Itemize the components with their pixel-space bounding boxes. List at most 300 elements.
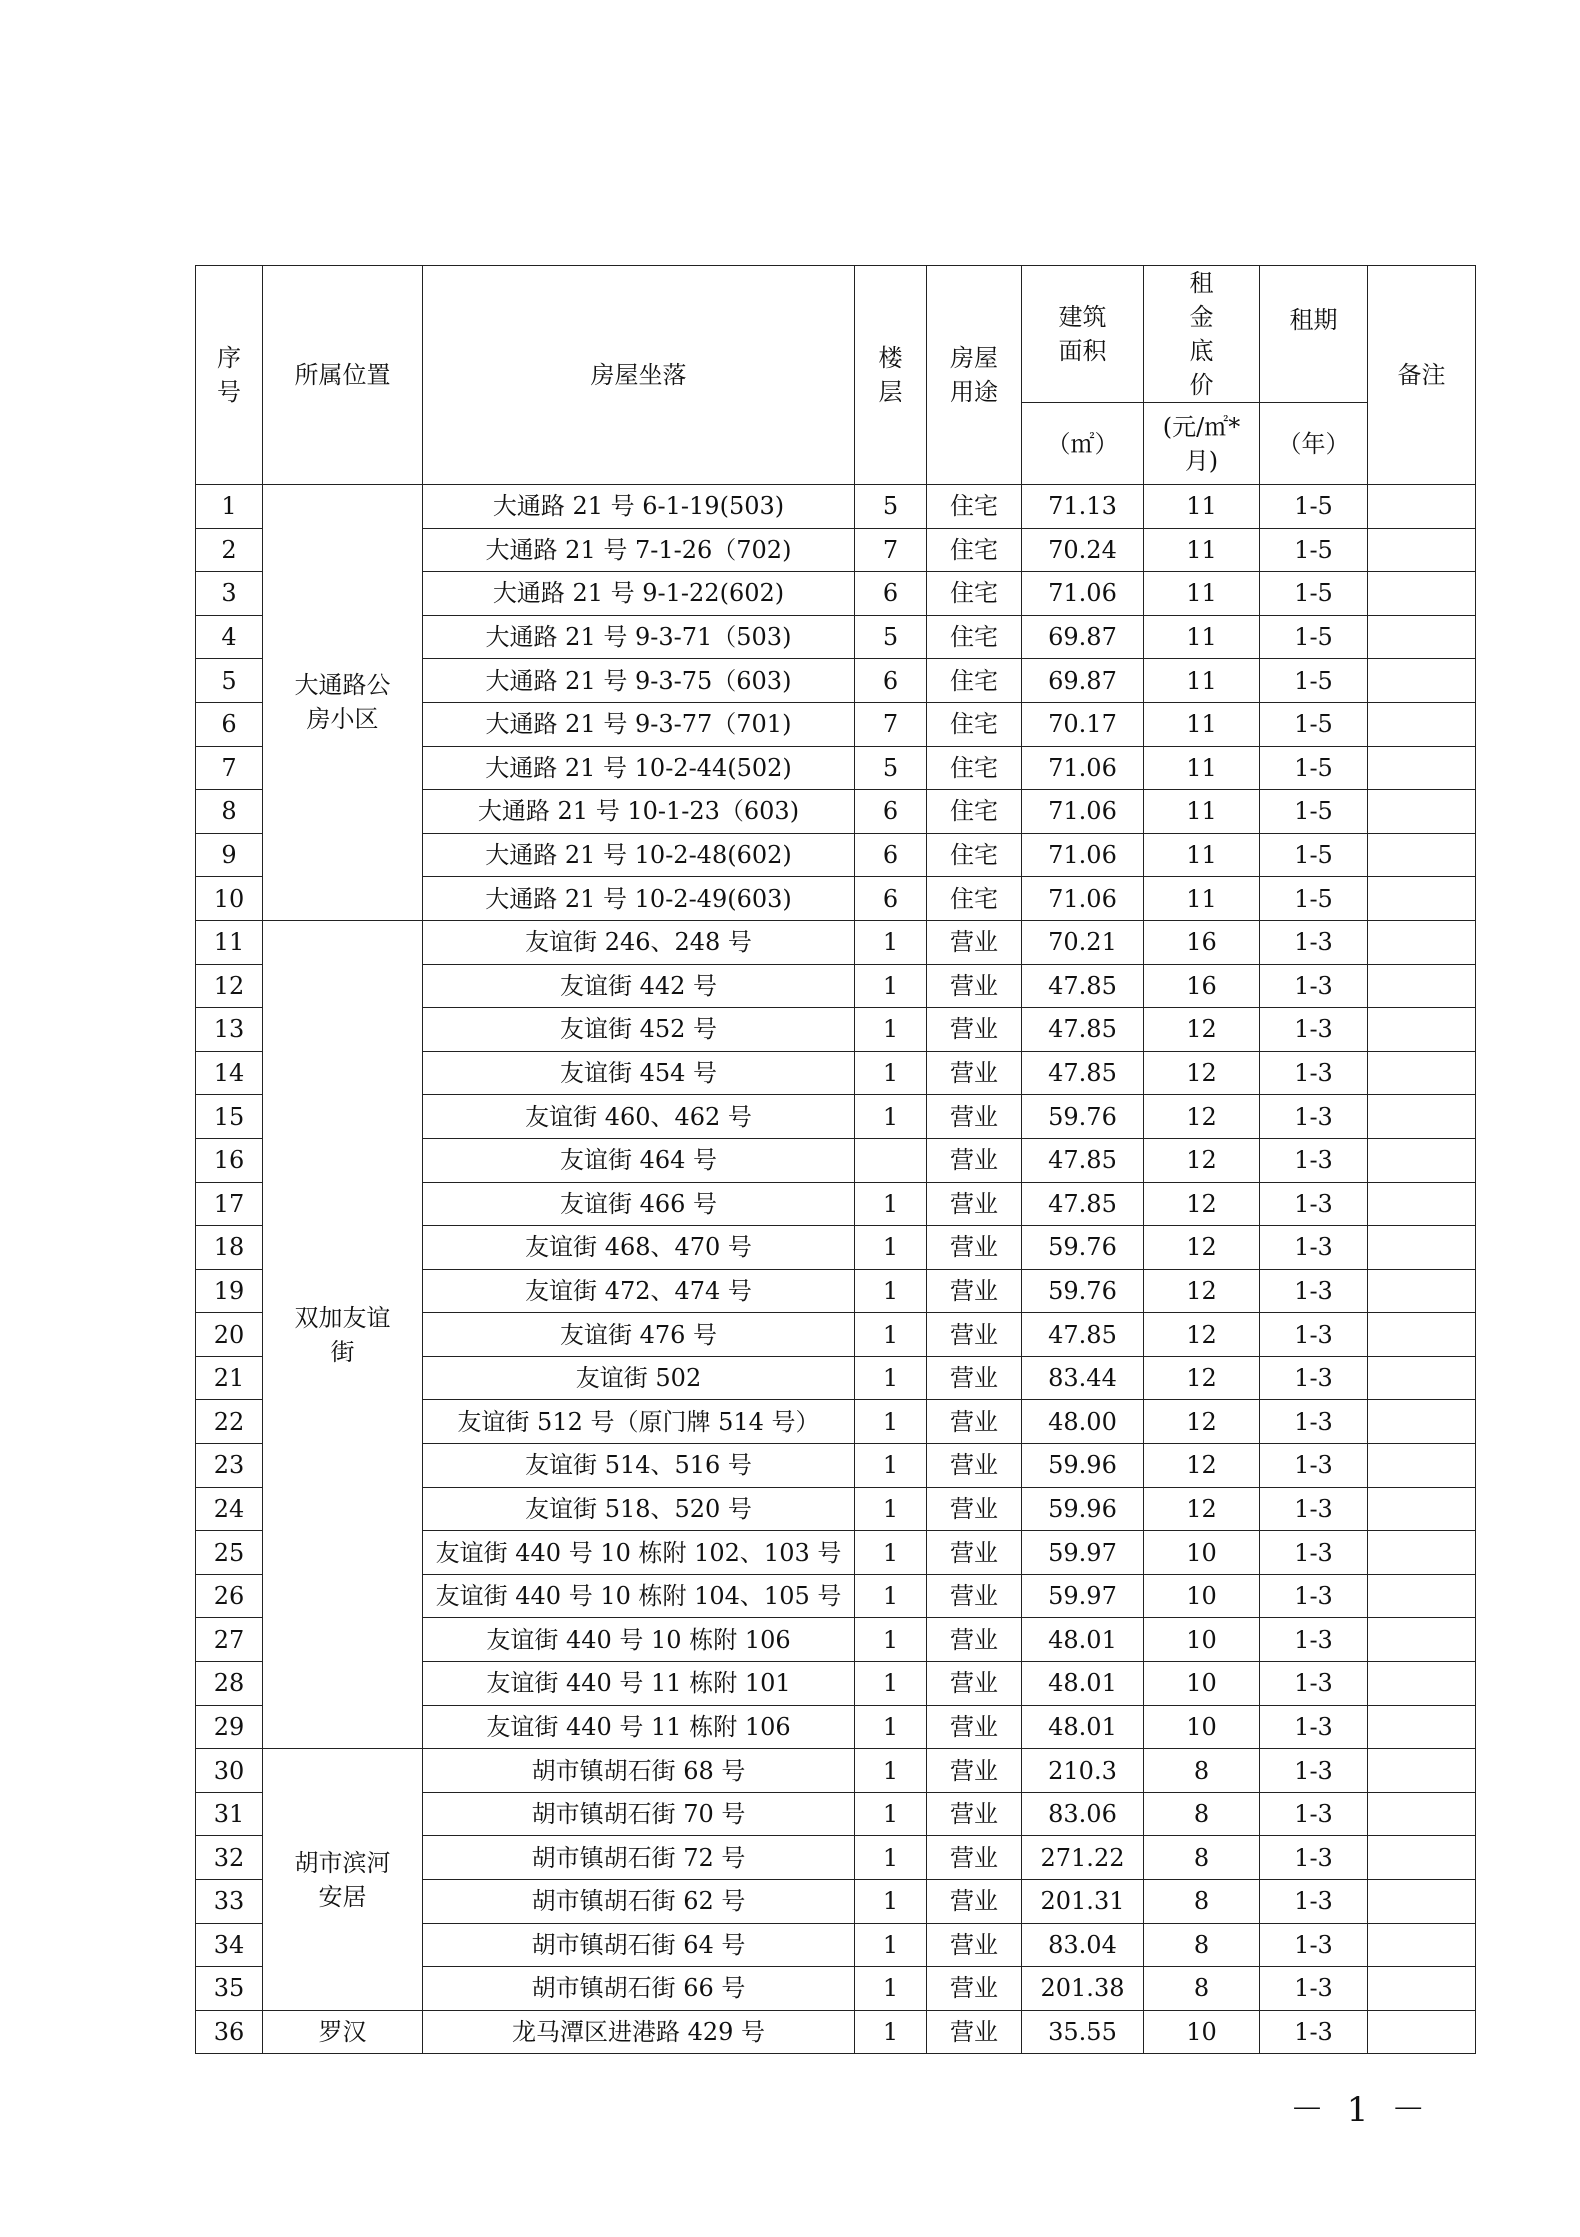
cell-floor: 1: [855, 1487, 927, 1531]
cell-no: 3: [196, 572, 263, 616]
cell-no: 12: [196, 964, 263, 1008]
cell-address: 胡市镇胡石街 64 号: [423, 1923, 855, 1967]
cell-floor: 1: [855, 1880, 927, 1924]
cell-price: 10: [1144, 1531, 1260, 1575]
cell-floor: 1: [855, 1923, 927, 1967]
cell-address: 友谊街 440 号 10 栋附 104、105 号: [423, 1574, 855, 1618]
cell-no: 33: [196, 1880, 263, 1924]
cell-area: 59.97: [1022, 1574, 1144, 1618]
cell-price: 11: [1144, 615, 1260, 659]
cell-floor: 1: [855, 1356, 927, 1400]
cell-no: 26: [196, 1574, 263, 1618]
cell-term: 1-3: [1260, 1487, 1368, 1531]
cell-usage: 营业: [927, 1487, 1022, 1531]
cell-price: 12: [1144, 1269, 1260, 1313]
cell-price: 12: [1144, 1356, 1260, 1400]
cell-no: 22: [196, 1400, 263, 1444]
cell-usage: 营业: [927, 1574, 1022, 1618]
cell-no: 10: [196, 877, 263, 921]
cell-usage: 营业: [927, 1444, 1022, 1488]
cell-remark: [1368, 1051, 1476, 1095]
cell-address: 友谊街 452 号: [423, 1008, 855, 1052]
cell-address: 大通路 21 号 10-2-48(602): [423, 833, 855, 877]
cell-price: 11: [1144, 485, 1260, 529]
cell-term: 1-3: [1260, 1051, 1368, 1095]
cell-no: 13: [196, 1008, 263, 1052]
cell-address: 友谊街 472、474 号: [423, 1269, 855, 1313]
cell-remark: [1368, 2010, 1476, 2054]
cell-area: 71.06: [1022, 790, 1144, 834]
cell-remark: [1368, 790, 1476, 834]
cell-no: 8: [196, 790, 263, 834]
cell-price: 8: [1144, 1749, 1260, 1793]
cell-no: 35: [196, 1967, 263, 2011]
cell-area: 47.85: [1022, 1182, 1144, 1226]
cell-term: 1-3: [1260, 920, 1368, 964]
cell-usage: 住宅: [927, 790, 1022, 834]
cell-price: 8: [1144, 1880, 1260, 1924]
cell-no: 6: [196, 702, 263, 746]
cell-remark: [1368, 964, 1476, 1008]
cell-price: 11: [1144, 877, 1260, 921]
cell-area: 71.13: [1022, 485, 1144, 529]
cell-floor: 1: [855, 1574, 927, 1618]
cell-usage: 营业: [927, 1095, 1022, 1139]
cell-term: 1-3: [1260, 1574, 1368, 1618]
cell-floor: 1: [855, 1095, 927, 1139]
cell-location: 罗汉: [263, 2010, 423, 2054]
cell-term: 1-3: [1260, 1531, 1368, 1575]
cell-no: 21: [196, 1356, 263, 1400]
cell-area: 47.85: [1022, 1138, 1144, 1182]
cell-term: 1-3: [1260, 1836, 1368, 1880]
table-row: [196, 485, 1476, 529]
cell-area: 201.38: [1022, 1967, 1144, 2011]
header-term-unit: （年）: [1260, 403, 1368, 485]
cell-term: 1-3: [1260, 1138, 1368, 1182]
cell-address: 大通路 21 号 9-3-75（603): [423, 659, 855, 703]
cell-address: 友谊街 518、520 号: [423, 1487, 855, 1531]
cell-location: 双加友谊街: [263, 920, 423, 1748]
cell-term: 1-3: [1260, 1662, 1368, 1706]
cell-area: 48.01: [1022, 1705, 1144, 1749]
cell-remark: [1368, 1313, 1476, 1357]
cell-usage: 营业: [927, 1313, 1022, 1357]
cell-address: 友谊街 440 号 10 栋附 106: [423, 1618, 855, 1662]
cell-remark: [1368, 572, 1476, 616]
cell-floor: 1: [855, 1313, 927, 1357]
cell-usage: 营业: [927, 1226, 1022, 1270]
cell-remark: [1368, 659, 1476, 703]
header-address: 房屋坐落: [423, 266, 855, 485]
cell-remark: [1368, 1618, 1476, 1662]
page-number: － 1 －: [1290, 2090, 1432, 2130]
cell-address: 友谊街 476 号: [423, 1313, 855, 1357]
cell-remark: [1368, 1008, 1476, 1052]
header-price-unit: (元/㎡*月): [1144, 403, 1260, 485]
cell-address: 大通路 21 号 10-1-23（603): [423, 790, 855, 834]
cell-location: 大通路公房小区: [263, 485, 423, 921]
cell-remark: [1368, 1574, 1476, 1618]
cell-no: 5: [196, 659, 263, 703]
cell-area: 70.24: [1022, 528, 1144, 572]
cell-no: 20: [196, 1313, 263, 1357]
cell-area: 59.96: [1022, 1487, 1144, 1531]
cell-price: 11: [1144, 528, 1260, 572]
cell-term: 1-5: [1260, 528, 1368, 572]
header-price: 租金底价: [1144, 266, 1260, 403]
cell-floor: 6: [855, 833, 927, 877]
cell-price: 10: [1144, 1618, 1260, 1662]
cell-usage: 营业: [927, 1051, 1022, 1095]
cell-address: 友谊街 440 号 11 栋附 106: [423, 1705, 855, 1749]
cell-term: 1-3: [1260, 1880, 1368, 1924]
cell-usage: 住宅: [927, 746, 1022, 790]
cell-floor: 1: [855, 1051, 927, 1095]
cell-remark: [1368, 1662, 1476, 1706]
cell-usage: 营业: [927, 1836, 1022, 1880]
cell-price: 16: [1144, 920, 1260, 964]
cell-floor: 7: [855, 702, 927, 746]
cell-no: 17: [196, 1182, 263, 1226]
cell-price: 11: [1144, 790, 1260, 834]
cell-floor: 5: [855, 615, 927, 659]
cell-address: 友谊街 512 号（原门牌 514 号）: [423, 1400, 855, 1444]
cell-price: 11: [1144, 746, 1260, 790]
cell-address: 友谊街 246、248 号: [423, 920, 855, 964]
cell-price: 12: [1144, 1487, 1260, 1531]
cell-remark: [1368, 877, 1476, 921]
cell-address: 友谊街 466 号: [423, 1182, 855, 1226]
cell-location: 胡市滨河安居: [263, 1749, 423, 2011]
cell-area: 69.87: [1022, 615, 1144, 659]
cell-usage: 营业: [927, 1749, 1022, 1793]
cell-usage: 营业: [927, 2010, 1022, 2054]
cell-area: 59.76: [1022, 1226, 1144, 1270]
cell-usage: 住宅: [927, 659, 1022, 703]
cell-no: 27: [196, 1618, 263, 1662]
cell-usage: 营业: [927, 1008, 1022, 1052]
cell-no: 18: [196, 1226, 263, 1270]
cell-no: 36: [196, 2010, 263, 2054]
cell-term: 1-3: [1260, 1792, 1368, 1836]
cell-term: 1-3: [1260, 1749, 1368, 1793]
cell-price: 8: [1144, 1923, 1260, 1967]
cell-term: 1-5: [1260, 572, 1368, 616]
cell-area: 48.01: [1022, 1662, 1144, 1706]
cell-price: 10: [1144, 1705, 1260, 1749]
cell-no: 29: [196, 1705, 263, 1749]
cell-address: 胡市镇胡石街 62 号: [423, 1880, 855, 1924]
cell-term: 1-5: [1260, 702, 1368, 746]
cell-floor: 6: [855, 572, 927, 616]
cell-term: 1-3: [1260, 1705, 1368, 1749]
header-area-unit: （㎡）: [1022, 403, 1144, 485]
cell-address: 友谊街 454 号: [423, 1051, 855, 1095]
cell-area: 70.17: [1022, 702, 1144, 746]
cell-address: 友谊街 514、516 号: [423, 1444, 855, 1488]
cell-price: 10: [1144, 1662, 1260, 1706]
header-usage: 房屋用途: [927, 266, 1022, 485]
cell-floor: 1: [855, 1967, 927, 2011]
cell-usage: 营业: [927, 1705, 1022, 1749]
cell-area: 71.06: [1022, 833, 1144, 877]
cell-term: 1-3: [1260, 964, 1368, 1008]
cell-usage: 营业: [927, 1792, 1022, 1836]
cell-term: 1-3: [1260, 1008, 1368, 1052]
cell-term: 1-3: [1260, 1269, 1368, 1313]
cell-term: 1-3: [1260, 1967, 1368, 2011]
cell-price: 11: [1144, 833, 1260, 877]
cell-usage: 营业: [927, 1356, 1022, 1400]
cell-area: 201.31: [1022, 1880, 1144, 1924]
cell-term: 1-3: [1260, 1444, 1368, 1488]
cell-remark: [1368, 1226, 1476, 1270]
cell-area: 271.22: [1022, 1836, 1144, 1880]
cell-address: 友谊街 440 号 11 栋附 101: [423, 1662, 855, 1706]
cell-price: 8: [1144, 1792, 1260, 1836]
cell-price: 12: [1144, 1313, 1260, 1357]
cell-price: 8: [1144, 1967, 1260, 2011]
cell-no: 11: [196, 920, 263, 964]
cell-price: 12: [1144, 1400, 1260, 1444]
cell-area: 71.06: [1022, 746, 1144, 790]
cell-remark: [1368, 1749, 1476, 1793]
cell-no: 31: [196, 1792, 263, 1836]
cell-no: 24: [196, 1487, 263, 1531]
cell-floor: 1: [855, 2010, 927, 2054]
cell-address: 大通路 21 号 9-1-22(602): [423, 572, 855, 616]
cell-price: 12: [1144, 1444, 1260, 1488]
cell-no: 19: [196, 1269, 263, 1313]
cell-floor: 1: [855, 1662, 927, 1706]
cell-address: 友谊街 442 号: [423, 964, 855, 1008]
cell-term: 1-3: [1260, 1400, 1368, 1444]
cell-no: 15: [196, 1095, 263, 1139]
cell-address: 友谊街 440 号 10 栋附 102、103 号: [423, 1531, 855, 1575]
cell-usage: 营业: [927, 1923, 1022, 1967]
cell-price: 11: [1144, 572, 1260, 616]
cell-address: 友谊街 460、462 号: [423, 1095, 855, 1139]
cell-address: 大通路 21 号 9-3-77（701): [423, 702, 855, 746]
cell-term: 1-5: [1260, 615, 1368, 659]
cell-remark: [1368, 1705, 1476, 1749]
cell-area: 35.55: [1022, 2010, 1144, 2054]
cell-no: 2: [196, 528, 263, 572]
cell-usage: 营业: [927, 1182, 1022, 1226]
cell-area: 71.06: [1022, 877, 1144, 921]
table-row: [196, 920, 1476, 964]
cell-area: 47.85: [1022, 1313, 1144, 1357]
cell-no: 14: [196, 1051, 263, 1095]
cell-remark: [1368, 1138, 1476, 1182]
cell-price: 11: [1144, 702, 1260, 746]
cell-remark: [1368, 1836, 1476, 1880]
header-remark: 备注: [1368, 266, 1476, 485]
cell-price: 11: [1144, 659, 1260, 703]
cell-term: 1-5: [1260, 485, 1368, 529]
cell-price: 12: [1144, 1095, 1260, 1139]
cell-usage: 营业: [927, 920, 1022, 964]
cell-usage: 住宅: [927, 528, 1022, 572]
cell-remark: [1368, 1531, 1476, 1575]
cell-floor: 1: [855, 1400, 927, 1444]
cell-floor: 1: [855, 1792, 927, 1836]
cell-usage: 营业: [927, 964, 1022, 1008]
cell-no: 16: [196, 1138, 263, 1182]
cell-address: 友谊街 468、470 号: [423, 1226, 855, 1270]
cell-remark: [1368, 1400, 1476, 1444]
cell-remark: [1368, 528, 1476, 572]
cell-area: 70.21: [1022, 920, 1144, 964]
cell-usage: 营业: [927, 1400, 1022, 1444]
cell-term: 1-5: [1260, 746, 1368, 790]
cell-term: 1-5: [1260, 659, 1368, 703]
cell-area: 83.06: [1022, 1792, 1144, 1836]
header-no: 序号: [196, 266, 263, 485]
cell-floor: 1: [855, 964, 927, 1008]
cell-floor: 1: [855, 1444, 927, 1488]
cell-remark: [1368, 1880, 1476, 1924]
header-location: 所属位置: [263, 266, 423, 485]
cell-term: 1-5: [1260, 877, 1368, 921]
cell-usage: 营业: [927, 1269, 1022, 1313]
cell-floor: 6: [855, 790, 927, 834]
cell-address: 胡市镇胡石街 70 号: [423, 1792, 855, 1836]
cell-address: 大通路 21 号 10-2-49(603): [423, 877, 855, 921]
cell-usage: 营业: [927, 1662, 1022, 1706]
cell-remark: [1368, 702, 1476, 746]
cell-address: 大通路 21 号 10-2-44(502): [423, 746, 855, 790]
cell-floor: 1: [855, 1705, 927, 1749]
cell-floor: 7: [855, 528, 927, 572]
cell-usage: 营业: [927, 1967, 1022, 2011]
cell-area: 47.85: [1022, 1008, 1144, 1052]
cell-remark: [1368, 1444, 1476, 1488]
cell-no: 25: [196, 1531, 263, 1575]
cell-floor: 1: [855, 1618, 927, 1662]
cell-floor: 1: [855, 1182, 927, 1226]
table-row: [196, 1749, 1476, 1793]
cell-address: 胡市镇胡石街 72 号: [423, 1836, 855, 1880]
cell-remark: [1368, 833, 1476, 877]
cell-term: 1-5: [1260, 790, 1368, 834]
cell-price: 16: [1144, 964, 1260, 1008]
cell-area: 71.06: [1022, 572, 1144, 616]
cell-price: 12: [1144, 1226, 1260, 1270]
cell-area: 59.97: [1022, 1531, 1144, 1575]
cell-address: 大通路 21 号 6-1-19(503): [423, 485, 855, 529]
cell-no: 1: [196, 485, 263, 529]
cell-address: 胡市镇胡石街 66 号: [423, 1967, 855, 2011]
cell-usage: 营业: [927, 1531, 1022, 1575]
cell-price: 10: [1144, 2010, 1260, 2054]
cell-address: 友谊街 502: [423, 1356, 855, 1400]
cell-no: 32: [196, 1836, 263, 1880]
cell-area: 59.96: [1022, 1444, 1144, 1488]
cell-term: 1-3: [1260, 1226, 1368, 1270]
cell-remark: [1368, 1356, 1476, 1400]
cell-area: 48.01: [1022, 1618, 1144, 1662]
cell-no: 34: [196, 1923, 263, 1967]
table-row: [196, 2010, 1476, 2054]
cell-no: 23: [196, 1444, 263, 1488]
cell-remark: [1368, 615, 1476, 659]
cell-usage: 住宅: [927, 833, 1022, 877]
cell-address: 大通路 21 号 9-3-71（503): [423, 615, 855, 659]
cell-address: 大通路 21 号 7-1-26（702): [423, 528, 855, 572]
cell-floor: 1: [855, 1836, 927, 1880]
property-table: [195, 265, 1476, 2054]
cell-remark: [1368, 746, 1476, 790]
cell-floor: 5: [855, 485, 927, 529]
cell-remark: [1368, 1487, 1476, 1531]
cell-area: 47.85: [1022, 964, 1144, 1008]
cell-price: 8: [1144, 1836, 1260, 1880]
cell-floor: [855, 1138, 927, 1182]
cell-floor: 1: [855, 1749, 927, 1793]
cell-price: 12: [1144, 1008, 1260, 1052]
cell-area: 210.3: [1022, 1749, 1144, 1793]
cell-term: 1-3: [1260, 2010, 1368, 2054]
cell-usage: 住宅: [927, 877, 1022, 921]
cell-term: 1-3: [1260, 1923, 1368, 1967]
cell-term: 1-3: [1260, 1356, 1368, 1400]
header-term: 租期: [1260, 266, 1368, 403]
cell-floor: 6: [855, 659, 927, 703]
cell-no: 7: [196, 746, 263, 790]
cell-term: 1-3: [1260, 1313, 1368, 1357]
cell-no: 9: [196, 833, 263, 877]
cell-address: 胡市镇胡石街 68 号: [423, 1749, 855, 1793]
cell-area: 59.76: [1022, 1269, 1144, 1313]
cell-floor: 1: [855, 920, 927, 964]
cell-floor: 6: [855, 877, 927, 921]
cell-price: 12: [1144, 1182, 1260, 1226]
cell-usage: 住宅: [927, 485, 1022, 529]
cell-usage: 住宅: [927, 702, 1022, 746]
cell-remark: [1368, 1095, 1476, 1139]
cell-term: 1-3: [1260, 1182, 1368, 1226]
cell-area: 59.76: [1022, 1095, 1144, 1139]
cell-floor: 1: [855, 1008, 927, 1052]
cell-usage: 营业: [927, 1618, 1022, 1662]
cell-address: 友谊街 464 号: [423, 1138, 855, 1182]
cell-remark: [1368, 1182, 1476, 1226]
cell-remark: [1368, 1269, 1476, 1313]
cell-floor: 1: [855, 1226, 927, 1270]
cell-area: 83.44: [1022, 1356, 1144, 1400]
cell-area: 69.87: [1022, 659, 1144, 703]
cell-remark: [1368, 485, 1476, 529]
cell-area: 47.85: [1022, 1051, 1144, 1095]
cell-floor: 1: [855, 1269, 927, 1313]
cell-price: 12: [1144, 1051, 1260, 1095]
cell-area: 83.04: [1022, 1923, 1144, 1967]
cell-address: 龙马潭区进港路 429 号: [423, 2010, 855, 2054]
cell-floor: 5: [855, 746, 927, 790]
cell-usage: 住宅: [927, 572, 1022, 616]
cell-usage: 营业: [927, 1138, 1022, 1182]
cell-no: 4: [196, 615, 263, 659]
header-floor: 楼层: [855, 266, 927, 485]
cell-usage: 营业: [927, 1880, 1022, 1924]
cell-remark: [1368, 920, 1476, 964]
cell-remark: [1368, 1967, 1476, 2011]
cell-price: 12: [1144, 1138, 1260, 1182]
header-area: 建筑面积: [1022, 266, 1144, 403]
cell-term: 1-3: [1260, 1618, 1368, 1662]
